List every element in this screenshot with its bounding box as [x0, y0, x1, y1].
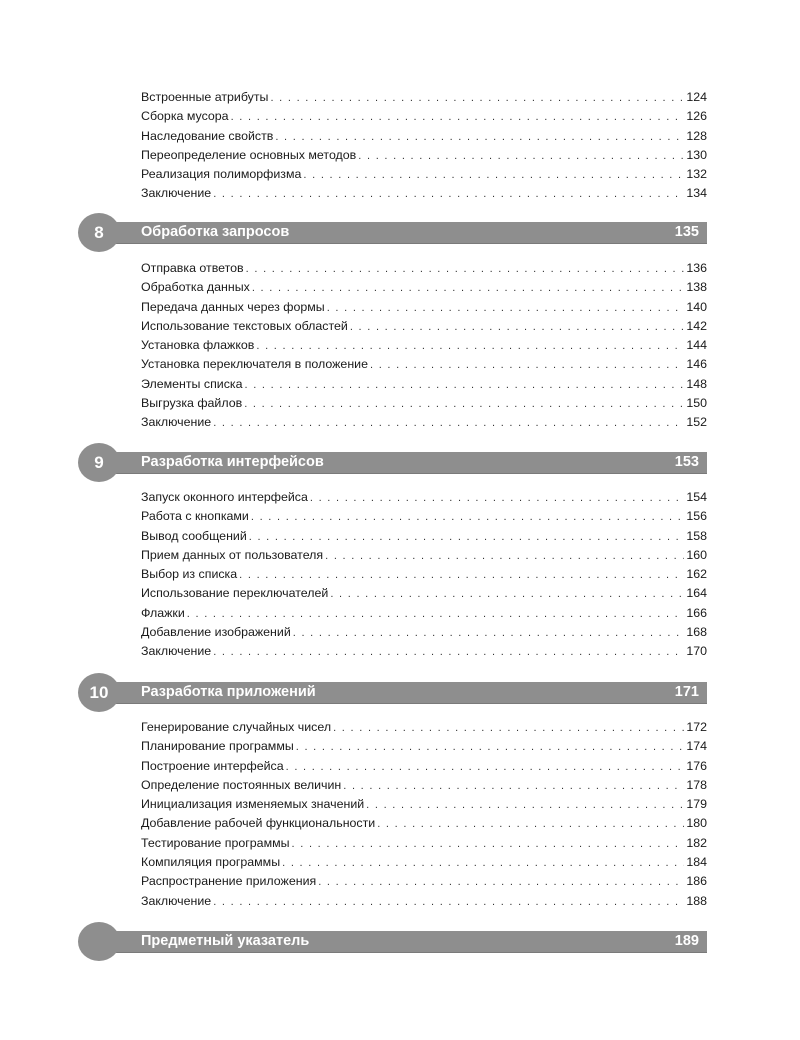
entry-title: Реализация полиморфизма — [141, 167, 302, 182]
entry-page: 156 — [686, 509, 707, 524]
dot-leader — [256, 337, 684, 356]
dot-leader — [249, 528, 685, 547]
toc-entry[interactable] — [141, 146, 707, 165]
toc-entry[interactable] — [141, 317, 707, 336]
toc-entry[interactable] — [141, 872, 707, 891]
entry-page: 176 — [686, 758, 707, 773]
entry-page: 166 — [686, 605, 707, 620]
entry-title: Заключение — [141, 186, 212, 201]
entry-title: Использование переключателей — [141, 586, 329, 601]
dot-leader — [246, 260, 685, 279]
toc-entry[interactable] — [141, 737, 707, 756]
toc-entry[interactable] — [141, 623, 707, 642]
entry-title: Инициализация изменяемых значений — [141, 797, 365, 812]
chapter-number-badge — [78, 922, 120, 961]
toc-entry[interactable] — [141, 853, 707, 872]
chapter-page: 171 — [674, 684, 699, 700]
dot-leader — [318, 873, 684, 892]
toc-entry[interactable] — [141, 507, 707, 526]
toc-section-chapter-8 — [141, 259, 707, 433]
chapter-number-badge — [78, 673, 120, 712]
toc-entry[interactable] — [141, 336, 707, 355]
entry-title: Встроенные атрибуты — [141, 90, 269, 104]
chapter-page: 189 — [674, 933, 699, 949]
dot-leader — [358, 147, 684, 166]
chapter-title: Обработка запросов — [141, 224, 290, 240]
toc-entry[interactable] — [141, 375, 707, 394]
dot-leader — [244, 395, 684, 414]
entry-page: 178 — [686, 777, 707, 792]
dot-leader — [293, 624, 685, 643]
toc-entry[interactable] — [141, 127, 707, 146]
toc-entry[interactable] — [141, 259, 707, 278]
dot-leader — [187, 605, 685, 624]
toc-entry[interactable] — [141, 546, 707, 565]
entry-title: Выбор из списка — [141, 567, 238, 582]
chapter-number: 10 — [89, 682, 109, 702]
entry-page: 132 — [686, 167, 707, 182]
dot-leader — [303, 166, 684, 185]
toc-entry[interactable] — [141, 834, 707, 853]
dot-leader — [350, 318, 685, 337]
toc-entry[interactable] — [141, 527, 707, 546]
entry-page: 124 — [686, 90, 707, 104]
entry-title: Установка флажков — [141, 338, 255, 353]
chapter-title: Предметный указатель — [141, 933, 310, 949]
toc-entry[interactable] — [141, 298, 707, 317]
entry-title: Определение постоянных величин — [141, 777, 342, 792]
dot-leader — [231, 108, 685, 127]
chapter-heading-index[interactable] — [78, 922, 707, 962]
entry-page: 146 — [686, 357, 707, 372]
chapter-number: 8 — [94, 222, 104, 242]
entry-page: 162 — [686, 567, 707, 582]
dot-leader — [213, 643, 684, 662]
entry-title: Тестирование программы — [141, 835, 290, 850]
entry-title: Генерирование случайных чисел — [141, 720, 332, 734]
entry-page: 140 — [686, 299, 707, 314]
entry-title: Заключение — [141, 644, 212, 659]
toc-entry[interactable] — [141, 355, 707, 374]
dot-leader — [366, 796, 684, 815]
entry-title: Флажки — [141, 605, 185, 620]
entry-page: 126 — [686, 109, 707, 124]
dot-leader — [370, 356, 684, 375]
dot-leader — [213, 893, 684, 912]
entry-title: Сборка мусора — [141, 109, 229, 124]
entry-page: 130 — [686, 147, 707, 162]
entry-page: 138 — [686, 280, 707, 295]
toc-entry[interactable] — [141, 718, 707, 737]
toc-entry[interactable] — [141, 413, 707, 432]
entry-page: 182 — [686, 835, 707, 850]
entry-title: Переопределение основных методов — [141, 147, 357, 162]
toc-entry[interactable] — [141, 184, 707, 203]
entry-title: Элементы списка — [141, 376, 243, 391]
toc-entry[interactable] — [141, 814, 707, 833]
dot-leader — [252, 279, 684, 298]
chapter-title: Разработка приложений — [141, 684, 316, 700]
entry-title: Запуск оконного интерфейса — [141, 490, 308, 504]
toc-entry[interactable] — [141, 107, 707, 126]
entry-title: Вывод сообщений — [141, 528, 247, 543]
dot-leader — [377, 815, 684, 834]
toc-entry[interactable] — [141, 488, 707, 507]
chapter-page: 153 — [674, 454, 699, 470]
entry-page: 134 — [686, 186, 707, 201]
toc-entry[interactable] — [141, 795, 707, 814]
entry-page: 174 — [686, 739, 707, 754]
entry-title: Добавление рабочей функциональности — [141, 816, 376, 831]
toc-entry[interactable] — [141, 642, 707, 661]
entry-title: Работа с кнопками — [141, 509, 249, 524]
dot-leader — [286, 758, 685, 777]
dot-leader — [213, 185, 684, 204]
toc-entry[interactable] — [141, 892, 707, 911]
entry-page: 144 — [686, 338, 707, 353]
chapter-number-badge — [78, 443, 120, 482]
toc-section-chapter-9 — [141, 488, 707, 662]
entry-page: 148 — [686, 376, 707, 391]
entry-page: 136 — [686, 261, 707, 275]
entry-page: 186 — [686, 874, 707, 889]
entry-page: 142 — [686, 318, 707, 333]
dot-leader — [333, 719, 684, 738]
toc-entry[interactable] — [141, 278, 707, 297]
entry-title: Прием данных от пользователя — [141, 547, 324, 562]
dot-leader — [310, 489, 684, 508]
dot-leader — [213, 414, 684, 433]
dot-leader — [330, 585, 684, 604]
entry-page: 168 — [686, 625, 707, 640]
dot-leader — [343, 777, 684, 796]
entry-page: 160 — [686, 547, 707, 562]
toc-entry[interactable] — [141, 394, 707, 413]
entry-page: 164 — [686, 586, 707, 601]
entry-page: 172 — [686, 720, 707, 734]
entry-title: Наследование свойств — [141, 128, 274, 143]
chapter-page: 135 — [674, 224, 699, 240]
chapter-title: Разработка интерфейсов — [141, 454, 324, 470]
entry-page: 128 — [686, 128, 707, 143]
entry-title: Выгрузка файлов — [141, 396, 243, 411]
dot-leader — [275, 128, 684, 147]
chapter-heading-8[interactable] — [78, 213, 707, 253]
toc-section-preamble — [141, 88, 707, 204]
toc-entry[interactable] — [141, 88, 707, 107]
entry-page: 179 — [686, 797, 707, 812]
dot-leader — [270, 89, 684, 108]
dot-leader — [292, 835, 685, 854]
entry-page: 158 — [686, 528, 707, 543]
entry-title: Построение интерфейса — [141, 758, 284, 773]
toc-entry[interactable] — [141, 565, 707, 584]
entry-page: 184 — [686, 855, 707, 870]
chapter-heading-9[interactable] — [78, 443, 707, 483]
entry-page: 154 — [686, 490, 707, 504]
toc-entry[interactable] — [141, 757, 707, 776]
chapter-number-badge — [78, 213, 120, 252]
entry-title: Планирование программы — [141, 739, 294, 754]
entry-title: Передача данных через формы — [141, 299, 325, 314]
entry-page: 170 — [686, 644, 707, 659]
entry-title: Заключение — [141, 893, 212, 908]
dot-leader — [282, 854, 684, 873]
toc-entry[interactable] — [141, 165, 707, 184]
entry-title: Компиляция программы — [141, 855, 281, 870]
entry-page: 152 — [686, 415, 707, 430]
entry-title: Обработка данных — [141, 280, 250, 295]
entry-title: Добавление изображений — [141, 625, 291, 640]
chapter-heading-10[interactable] — [78, 673, 707, 713]
entry-page: 188 — [686, 893, 707, 908]
toc-entry[interactable] — [141, 776, 707, 795]
entry-title: Использование текстовых областей — [141, 318, 348, 333]
dot-leader — [296, 738, 685, 757]
entry-title: Установка переключателя в положение — [141, 357, 368, 372]
entry-page: 180 — [686, 816, 707, 831]
chapter-number: 9 — [94, 452, 104, 472]
toc-entry[interactable] — [141, 584, 707, 603]
entry-title: Отправка ответов — [141, 261, 244, 275]
entry-page: 150 — [686, 396, 707, 411]
dot-leader — [251, 508, 684, 527]
dot-leader — [245, 376, 685, 395]
entry-title: Распространение приложения — [141, 874, 317, 889]
dot-leader — [325, 547, 684, 566]
dot-leader — [327, 299, 685, 318]
dot-leader — [239, 566, 684, 585]
toc-section-chapter-10 — [141, 718, 707, 911]
toc-entry[interactable] — [141, 604, 707, 623]
entry-title: Заключение — [141, 415, 212, 430]
